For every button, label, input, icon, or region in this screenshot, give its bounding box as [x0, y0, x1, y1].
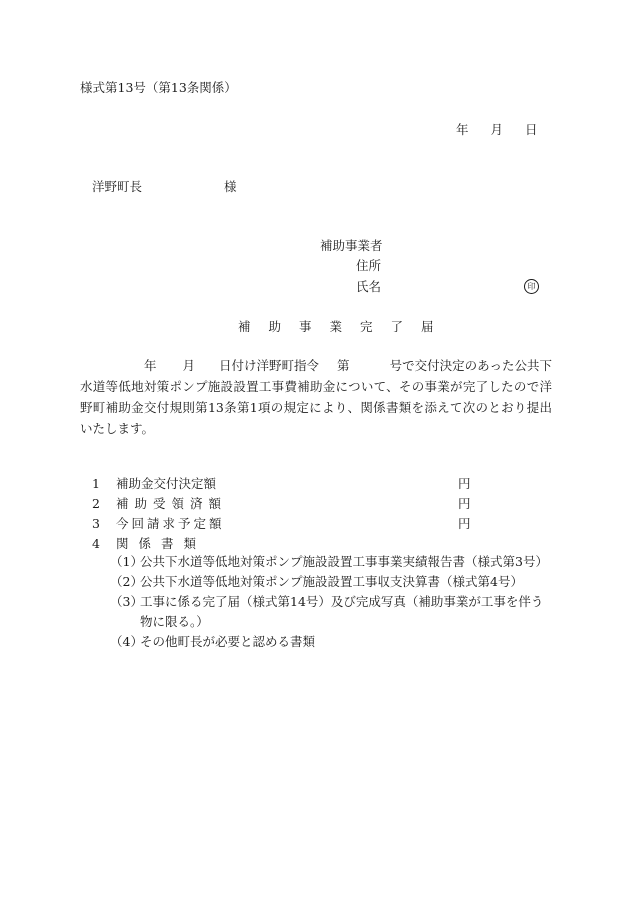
document-list [110, 552, 555, 652]
doc-text: 工事に係る完了届（様式第14号）及び完成写真（補助事業が工事を伴う物に限る。） [140, 594, 544, 629]
item-label: 補助受領済額 [116, 496, 228, 511]
doc-number: （2） [110, 574, 143, 589]
body-part2: 号で交付決定のあった公共下水道等低地対策ポンプ施設設置工事費補助金について、その事業が完了したので洋野町補助金交付規則第13条第1項の規定により、関係書類を添えて次のとおり提出いたします。 [80, 358, 552, 436]
item-label: 関係書類 [116, 536, 207, 551]
body-dai: 第 [337, 358, 350, 373]
applicant-label: 補助事業者 [320, 238, 383, 253]
addressee [92, 181, 237, 194]
list-item [92, 514, 552, 534]
doc-text: 公共下水道等低地対策ポンプ施設設置工事収支決算書（様式第4号） [140, 574, 523, 589]
document-title: 補助事業完了届 [238, 319, 452, 334]
body-part1: 日付け洋野町指令 [219, 358, 320, 373]
addressee-name: 洋野町長 [92, 179, 143, 194]
item-number: 1 [92, 476, 100, 491]
item-number: 3 [92, 516, 100, 531]
item-number: 4 [92, 536, 100, 551]
list-item [110, 572, 555, 592]
seal-mark: 印 [524, 279, 539, 294]
item-unit: 円 [458, 516, 471, 531]
list-item [110, 552, 555, 572]
list-item [110, 632, 555, 652]
date-year: 年 [456, 122, 469, 137]
list-item [92, 494, 552, 514]
form-number: 様式第13号（第13条関係） [80, 80, 237, 95]
item-unit: 円 [458, 496, 471, 511]
name-label: 氏名 [356, 279, 382, 294]
date-day: 日 [525, 122, 538, 137]
addressee-honorific: 様 [224, 179, 237, 194]
doc-text: 公共下水道等低地対策ポンプ施設設置工事事業実績報告書（様式第3号） [140, 554, 548, 569]
body-paragraph [80, 355, 552, 439]
item-unit: 円 [458, 476, 471, 491]
doc-number: （1） [110, 554, 143, 569]
body-month: 月 [182, 358, 196, 373]
item-list [92, 474, 552, 554]
doc-text: その他町長が必要と認める書類 [140, 634, 316, 649]
date-month: 月 [490, 122, 504, 137]
address-label: 住所 [356, 258, 382, 273]
list-item [92, 474, 552, 494]
body-year: 年 [144, 358, 157, 373]
list-item [110, 592, 555, 632]
doc-number: （4） [110, 634, 143, 649]
item-label: 今回請求予定額 [116, 516, 225, 531]
list-item [92, 534, 552, 554]
doc-number: （3） [110, 594, 143, 609]
item-label: 補助金交付決定額 [116, 476, 217, 491]
item-number: 2 [92, 496, 100, 511]
date-line [456, 124, 538, 137]
